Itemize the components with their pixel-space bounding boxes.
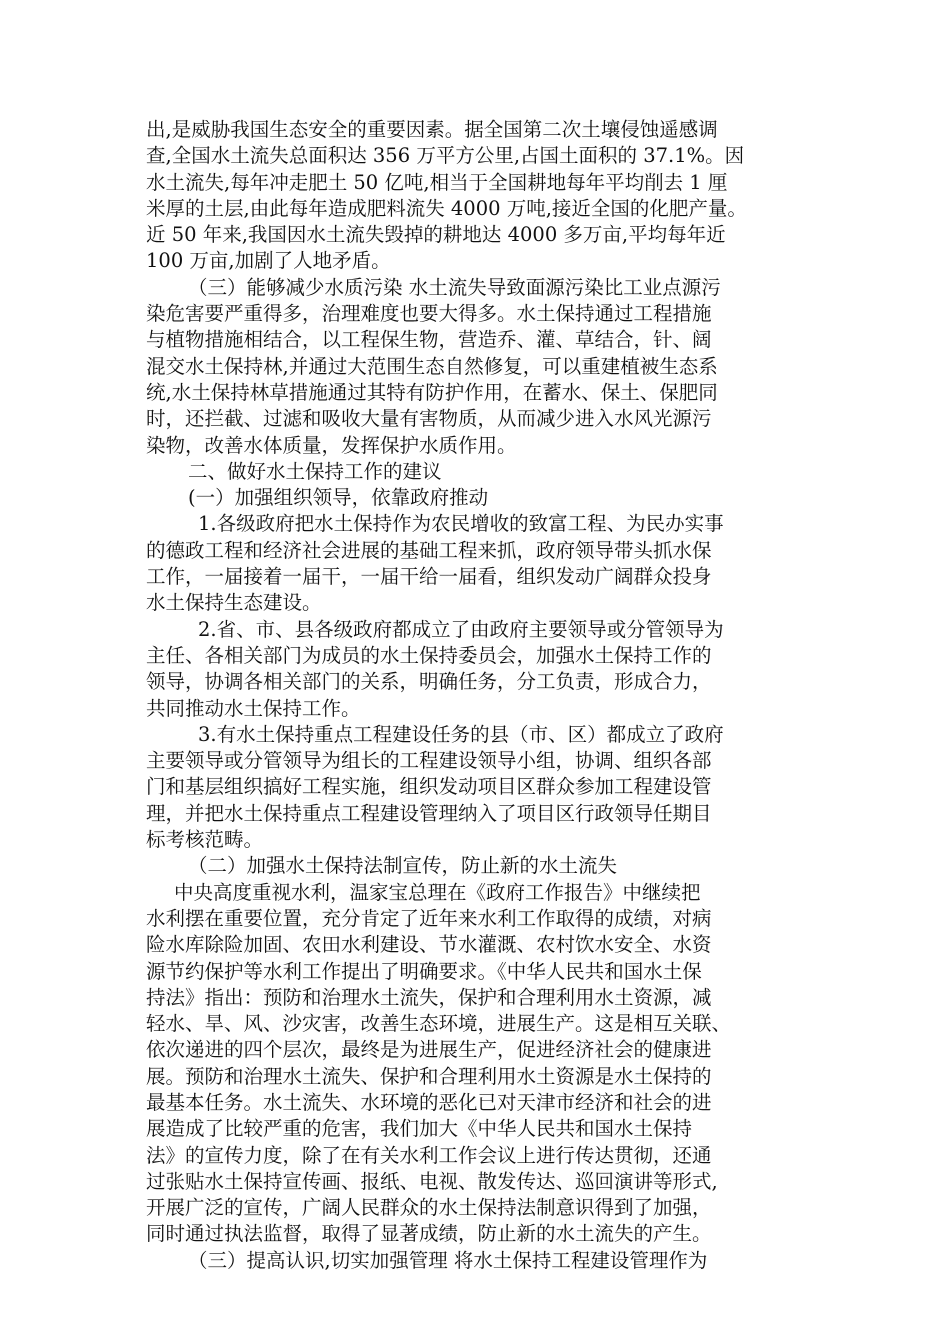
- text-line-42: 开展广泛的宣传，广阔人民群众的水土保持法制意识得到了加强，: [146, 1196, 712, 1220]
- text-line-22: 领导，协调各相关部门的关系，明确任务，分工负责，形成合力，: [146, 670, 712, 694]
- text-line-36: 依次递进的四个层次，最终是为进展生产，促进经济社会的健康进: [146, 1038, 712, 1062]
- subsection-heading-leadership: (一）加强组织领导，依靠政府推动: [188, 486, 489, 510]
- subsection-heading-management: （三）提高认识,切实加强管理 将水土保持工程建设管理作为: [188, 1248, 708, 1272]
- text-line-17: 的德政工程和经济社会进展的基础工程来抓，政府领导带头抓水保: [146, 538, 712, 562]
- text-line-13: 染物，改善水体质量，发挥保护水质作用。: [146, 433, 517, 457]
- text-line-21: 主任、各相关部门为成员的水土保持委员会，加强水土保持工作的: [146, 643, 712, 667]
- text-line-34: 持法》指出：预防和治理水土流失，保护和合理利用水土资源，减: [146, 985, 712, 1009]
- text-line-33: 源节约保护等水利工作提出了明确要求。《中华人民共和国水土保: [146, 959, 702, 983]
- section-heading-water-quality: （三）能够减少水质污染 水土流失导致面源污染比工业点源污: [188, 275, 721, 299]
- text-line-4: 米厚的土层,由此每年造成肥料流失 4000 万吨,接近全国的化肥产量。: [146, 196, 747, 220]
- text-line-23: 共同推动水土保持工作。: [146, 696, 361, 720]
- section-heading-suggestions: 二、做好水土保持工作的建议: [188, 459, 442, 483]
- text-line-38: 最基本任务。水土流失、水环境的恶化已对天津市经济和社会的进: [146, 1090, 712, 1114]
- text-line-16: 1.各级政府把水土保持作为农民增收的致富工程、为民办实事: [198, 512, 724, 536]
- text-line-31: 水利摆在重要位置，充分肯定了近年来水利工作取得的成绩，对病: [146, 906, 712, 930]
- subsection-heading-legal-publicity: （二）加强水土保持法制宣传，防止新的水土流失: [188, 854, 618, 878]
- text-line-8: 染危害要严重得多，治理难度也要大得多。水土保持通过工程措施: [146, 302, 712, 326]
- text-line-25: 主要领导或分管领导为组长的工程建设领导小组，协调、组织各部: [146, 749, 712, 773]
- text-line-40: 法》的宣传力度，除了在有关水利工作会议上进行传达贯彻，还通: [146, 1143, 712, 1167]
- text-line-10: 混交水土保持林,并通过大范围生态自然修复，可以重建植被生态系: [146, 354, 718, 378]
- text-line-26: 门和基层组织搞好工程实施，组织发动项目区群众参加工程建设管: [146, 775, 712, 799]
- document-body: [146, 117, 826, 1274]
- text-line-18: 工作，一届接着一届干，一届干给一届看，组织发动广阔群众投身: [146, 565, 712, 589]
- text-line-11: 统,水土保持林草措施通过其特有防护作用，在蓄水、保土、保肥同: [146, 380, 718, 404]
- text-line-20: 2.省、市、县各级政府都成立了由政府主要领导或分管领导为: [198, 617, 724, 641]
- text-line-9: 与植物措施相结合，以工程保生物，营造乔、灌、草结合，针、阔: [146, 328, 712, 352]
- text-line-28: 标考核范畴。: [146, 828, 264, 852]
- text-line-12: 时，还拦截、过滤和吸收大量有害物质，从而减少进入水风光源污: [146, 407, 712, 431]
- text-line-30: 中央高度重视水利，温家宝总理在《政府工作报告》中继续把: [174, 880, 701, 904]
- text-line-5: 近 50 年来,我国因水土流失毁掉的耕地达 4000 多万亩,平均每年近: [146, 223, 726, 247]
- text-line-19: 水土保持生态建设。: [146, 591, 322, 615]
- text-line-6: 100 万亩,加剧了人地矛盾。: [146, 249, 391, 273]
- text-line-27: 理，并把水土保持重点工程建设管理纳入了项目区行政领导任期目: [146, 801, 712, 825]
- text-line-1: 出,是威胁我国生态安全的重要因素。据全国第二次土壤侵蚀遥感调: [146, 118, 718, 141]
- text-line-3: 水土流失,每年冲走肥土 50 亿吨,相当于全国耕地每年平均削去 1 厘: [146, 170, 728, 194]
- text-line-32: 险水库除险加固、农田水利建设、节水灌溉、农村饮水安全、水资: [146, 933, 712, 957]
- text-line-43: 同时通过执法监督，取得了显著成绩，防止新的水土流失的产生。: [146, 1222, 712, 1246]
- text-line-41: 过张贴水土保持宣传画、报纸、电视、散发传达、巡回演讲等形式,: [146, 1169, 718, 1193]
- text-line-2: 查,全国水土流失总面积达 356 万平方公里,占国土面积的 37.1%。因: [146, 144, 745, 168]
- text-line-37: 展。预防和治理水土流失、保护和合理利用水土资源是水土保持的: [146, 1064, 712, 1088]
- text-line-39: 展造成了比较严重的危害，我们加大《中华人民共和国水土保持: [146, 1117, 693, 1141]
- text-line-35: 轻水、旱、风、沙灾害，改善生态环境，进展生产。这是相互关联、: [146, 1012, 732, 1036]
- text-line-24: 3.有水土保持重点工程建设任务的县（市、区）都成立了政府: [198, 722, 724, 746]
